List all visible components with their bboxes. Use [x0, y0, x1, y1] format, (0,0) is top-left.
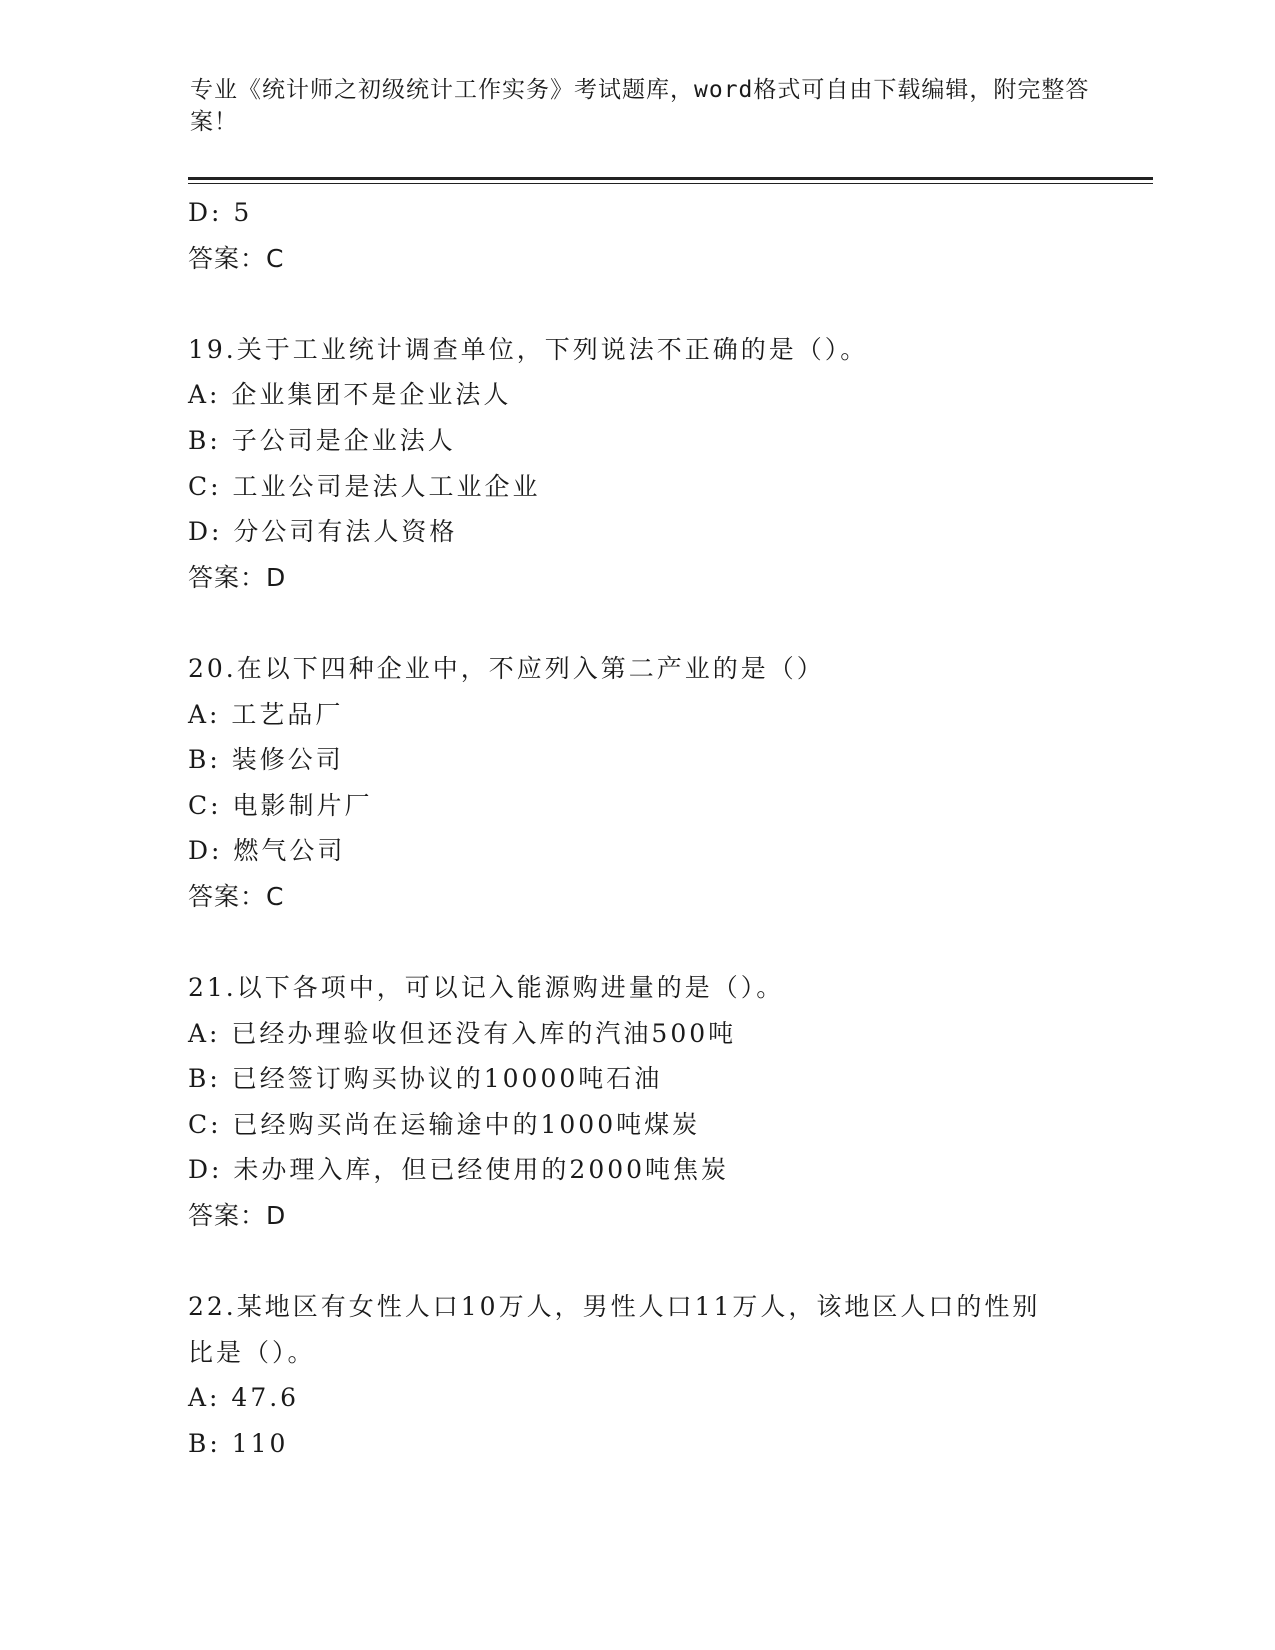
page-header: 专业《统计师之初级统计工作实务》考试题库，word格式可自由下载编辑，附完整答案！: [190, 77, 1090, 135]
option-a: A: 已经办理验收但还没有入库的汽油500吨: [188, 1018, 737, 1048]
option-d: D: 分公司有法人资格: [188, 517, 458, 547]
option-d: D: 燃气公司: [188, 836, 346, 866]
option-c: C: 已经购买尚在运输途中的1000吨煤炭: [188, 1109, 701, 1139]
option-b: B: 110: [188, 1429, 289, 1459]
option-b: B: 装修公司: [188, 745, 344, 775]
option-a: A: 企业集团不是企业法人: [188, 380, 512, 410]
question-block-22: [188, 1284, 1088, 1466]
question-block-20: [188, 646, 1088, 920]
question-block-18: [188, 190, 1088, 281]
answer-label: 答案：D: [188, 1201, 287, 1231]
option-c: C: 工业公司是法人工业企业: [188, 471, 541, 501]
answer-label: 答案：C: [188, 243, 285, 273]
option-a: A: 工艺品厂: [188, 699, 344, 729]
question-text: 19.关于工业统计调查单位，下列说法不正确的是（）。: [188, 334, 869, 364]
question-text: 22.某地区有女性人口10万人，男性人口11万人，该地区人口的性别比是（）。: [188, 1292, 1041, 1367]
header-divider-thin: [188, 183, 1153, 184]
question-text: 20.在以下四种企业中，不应列入第二产业的是（）: [188, 653, 825, 683]
question-block-19: [188, 327, 1088, 601]
option-d: D: 5: [188, 198, 253, 227]
option-a: A: 47.6: [188, 1383, 300, 1413]
question-list: [188, 190, 1088, 1467]
option-b: B: 已经签订购买协议的10000吨石油: [188, 1064, 663, 1094]
header-divider-thick: [188, 177, 1153, 180]
option-b: B: 子公司是企业法人: [188, 425, 456, 455]
question-block-21: [188, 965, 1088, 1239]
answer-label: 答案：C: [188, 881, 285, 911]
question-text: 21.以下各项中，可以记入能源购进量的是（）。: [188, 973, 785, 1003]
option-c: C: 电影制片厂: [188, 790, 373, 820]
option-d: D: 未办理入库，但已经使用的2000吨焦炭: [188, 1155, 730, 1185]
answer-label: 答案：D: [188, 562, 287, 592]
